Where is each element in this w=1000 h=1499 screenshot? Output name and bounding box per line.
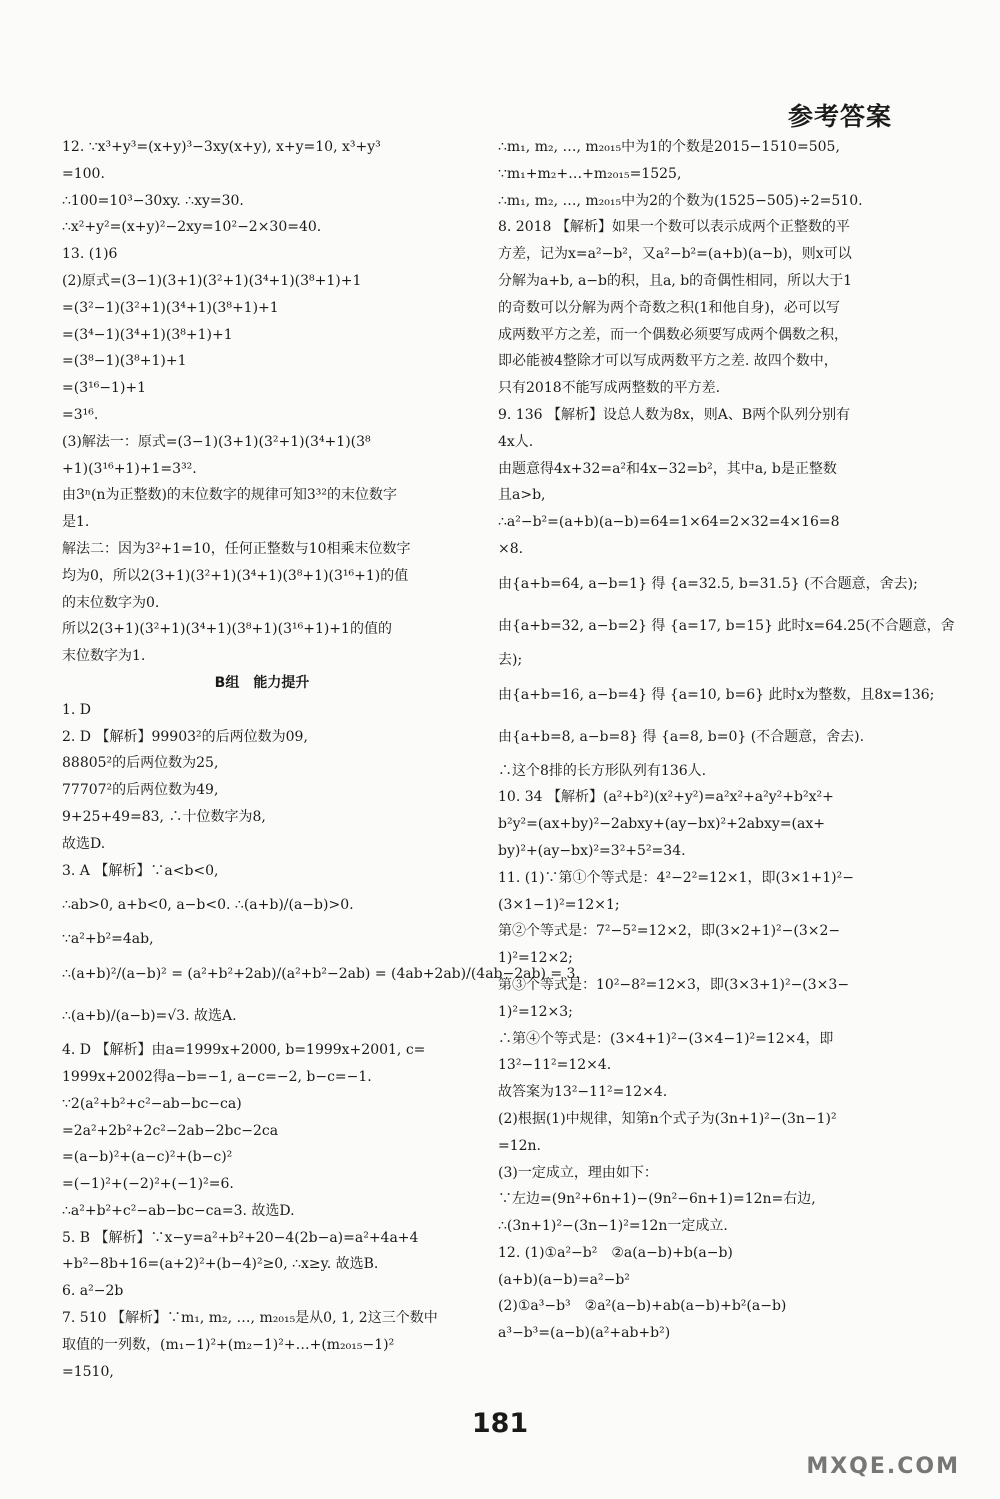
text-line: ∴ab>0, a+b<0, a−b<0. ∴(a+b)/(a−b)>0. (62, 897, 354, 914)
text-line: 12. (1)①a²−b² ②a(a−b)+b(a−b) (498, 1244, 733, 1261)
text-line: 故答案为13²−11²=12×4. (498, 1084, 668, 1101)
text-line: ∵左边=(9n²+6n+1)−(9n²−6n+1)=12n=右边, (498, 1191, 816, 1208)
text-line: 由{a+b=16, a−b=4} 得 {a=10, b=6} 此时x为整数，且8x=136; (498, 686, 935, 703)
text-line: 第②个等式是：7²−5²=12×2，即(3×2+1)²−(3×2− (498, 923, 841, 940)
text-line: 解法二：因为3²+1=10，任何正整数与10相乘末位数字 (62, 540, 411, 557)
text-line: =(3¹⁶−1)+1 (62, 380, 147, 397)
section-title: 参考答案 (787, 102, 892, 131)
text-line: ∴(3n+1)²−(3n−1)²=12n一定成立. (498, 1218, 728, 1235)
text-line: 1)²=12×2; (498, 950, 573, 967)
text-line: +1)(3¹⁶+1)+1=3³². (62, 460, 197, 477)
text-line: +b²−8b+16=(a+2)²+(b−4)²≥0, ∴x≥y. 故选B. (62, 1256, 379, 1273)
text-line: 第③个等式是：10²−8²=12×3，即(3×3+1)²−(3×3− (498, 976, 850, 993)
text-line: =(3⁸−1)(3⁸+1)+1 (62, 353, 187, 370)
text-line: ∴(a+b)/(a−b)=√3. 故选A. (62, 1008, 237, 1025)
text-line: 只有2018不能写成两整数的平方差. (498, 380, 721, 397)
text-line: 去); (498, 651, 523, 668)
text-line: 4. D 【解析】由a=1999x+2000, b=1999x+2001, c= (62, 1042, 426, 1059)
text-line: 12. ∵x³+y³=(x+y)³−3xy(x+y), x+y=10, x³+y³ (62, 139, 381, 155)
text-line: =1510, (62, 1363, 114, 1380)
text-line: 方差，记为x=a²−b²，又a²−b²=(a+b)(a−b)，则x可以 (498, 246, 852, 263)
text-line: ∴第④个等式是：(3×4+1)²−(3×4−1)²=12×4，即 (498, 1030, 834, 1047)
text-line: 由{a+b=32, a−b=2} 得 {a=17, b=15} 此时x=64.25(不合题意，舍 (498, 617, 955, 634)
text-line: 是1. (62, 514, 90, 531)
text-line: =(−1)²+(−2)²+(−1)²=6. (62, 1176, 234, 1193)
text-line: 末位数字为1. (62, 648, 146, 665)
text-line: 1. D (62, 701, 92, 718)
text-line: =(3⁴−1)(3⁴+1)(3⁸+1)+1 (62, 326, 233, 343)
text-line: 故选D. (62, 835, 106, 852)
text-line: 即必能被4整除才可以写成两数平方之差. 故四个数中， (498, 353, 838, 370)
text-line: 9. 136 【解析】设总人数为8x，则A、B两个队列分别有 (498, 406, 851, 423)
text-line: 88805²的后两位数为25, (62, 755, 219, 772)
text-line: =2a²+2b²+2c²−2ab−2bc−2ca (62, 1122, 279, 1139)
text-line: 9+25+49=83, ∴十位数字为8, (62, 808, 266, 825)
text-line: 4x人. (498, 433, 534, 450)
text-line: 均为0，所以2(3+1)(3²+1)(3⁴+1)(3⁸+1)(3¹⁶+1)的值 (62, 567, 409, 584)
text-line: (2)根据(1)中规律，知第n个式子为(3n+1)²−(3n−1)² (498, 1110, 837, 1127)
text-line: 成两数平方之差，而一个偶数必须要写成两个偶数之积， (498, 326, 848, 343)
text-line: B组 能力提升 (214, 674, 310, 691)
text-line: =100. (62, 165, 105, 182)
text-line: 取值的一列数，(m₁−1)²+(m₂−1)²+…+(m₂₀₁₅−1)² (62, 1336, 395, 1353)
text-line: (3×1−1)²=12×1; (498, 896, 620, 913)
text-line: 由{a+b=8, a−b=8} 得 {a=8, b=0} (不合题意，舍去). (498, 728, 865, 745)
text-line: 77707²的后两位数为49, (62, 782, 219, 799)
watermark-logo: MXQE.COM (806, 1454, 960, 1479)
text-line: 13²−11²=12×4. (498, 1057, 612, 1074)
text-line: ∴这个8排的长方形队列有136人. (498, 762, 707, 779)
text-line: 且a>b, (498, 487, 546, 504)
text-line: 1)²=12×3; (498, 1003, 573, 1020)
text-line: a³−b³=(a−b)(a²+ab+b²) (498, 1325, 671, 1342)
text-line: (2)①a³−b³ ②a²(a−b)+ab(a−b)+b²(a−b) (498, 1298, 787, 1315)
text-line: 由题意得4x+32=a²和4x−32=b²，其中a, b是正整数 (498, 460, 837, 477)
text-line: 10. 34 【解析】(a²+b²)(x²+y²)=a²x²+a²y²+b²x²+ (498, 789, 834, 806)
text-line: (a+b)(a−b)=a²−b² (498, 1271, 630, 1288)
text-line: ∴a²−b²=(a+b)(a−b)=64=1×64=2×32=4×16=8 (498, 514, 840, 531)
text-line: (3)一定成立，理由如下： (498, 1164, 658, 1181)
text-line: 6. a²−2b (62, 1283, 124, 1300)
text-line: 分解为a+b, a−b的积，且a, b的奇偶性相同，所以大于1 (498, 272, 853, 289)
text-line: ∵2(a²+b²+c²−ab−bc−ca) (62, 1095, 242, 1112)
text-line: 1999x+2002得a−b=−1, a−c=−2, b−c=−1. (62, 1068, 372, 1085)
text-line: (2)原式=(3−1)(3+1)(3²+1)(3⁴+1)(3⁸+1)+1 (62, 272, 362, 289)
text-line: b²y²=(ax+by)²−2abxy+(ay−bx)²+2abxy=(ax+ (498, 816, 825, 833)
text-line: =(3²−1)(3²+1)(3⁴+1)(3⁸+1)+1 (62, 299, 279, 316)
text-line: 3. A 【解析】∵a<b<0, (62, 862, 219, 879)
text-line: by)²+(ay−bx)²=3²+5²=34. (498, 842, 686, 859)
text-line: 7. 510 【解析】∵m₁, m₂, …, m₂₀₁₅是从0, 1, 2这三个数中 (62, 1310, 438, 1327)
text-line: ∴m₁, m₂, …, m₂₀₁₅中为2的个数为(1525−505)÷2=510. (498, 192, 863, 209)
text-line: ∴m₁, m₂, …, m₂₀₁₅中为1的个数是2015−1510=505, (498, 139, 840, 155)
text-line: 2. D 【解析】99903²的后两位数为09, (62, 728, 308, 745)
text-line: ∵m₁+m₂+…+m₂₀₁₅=1525, (498, 165, 682, 182)
text-line: ∵a²+b²=4ab, (62, 931, 154, 948)
text-line: ×8. (498, 540, 524, 557)
text-line: 由3ⁿ(n为正整数)的末位数字的规律可知3³²的末位数字 (62, 487, 398, 504)
text-line: =12n. (498, 1137, 542, 1154)
text-line: =3¹⁶. (62, 406, 99, 423)
text-line: =(a−b)²+(a−c)²+(b−c)² (62, 1149, 233, 1166)
text-line: 的奇数可以分解为两个奇数之积(1和他自身)，必可以写 (498, 299, 840, 316)
text-line: 由{a+b=64, a−b=1} 得 {a=32.5, b=31.5} (不合题意，舍去); (498, 575, 918, 592)
page-number: 181 (471, 1408, 529, 1439)
text-line: 所以2(3+1)(3²+1)(3⁴+1)(3⁸+1)(3¹⁶+1)+1的值的 (62, 621, 392, 638)
text-line: 13. (1)6 (62, 246, 118, 263)
text-line: 8. 2018 【解析】如果一个数可以表示成两个正整数的平 (498, 219, 850, 236)
text-line: 5. B 【解析】∵x−y=a²+b²+20−4(2b−a)=a²+4a+4 (62, 1229, 419, 1246)
right-column (498, 134, 955, 1347)
text-line: ∴100=10³−30xy. ∴xy=30. (62, 192, 244, 209)
text-line: ∴(a+b)²/(a−b)² = (a²+b²+2ab)/(a²+b²−2ab) = (4ab+2ab)/(4ab−2ab) = 3. (62, 966, 580, 983)
text-line: ∴a²+b²+c²−ab−bc−ca=3. 故选D. (62, 1202, 295, 1219)
text-line: ∴x²+y²=(x+y)²−2xy=10²−2×30=40. (62, 219, 322, 236)
text-line: 11. (1)∵第①个等式是：4²−2²=12×1，即(3×1+1)²− (498, 869, 854, 886)
text-line: (3)解法一：原式=(3−1)(3+1)(3²+1)(3⁴+1)(3⁸ (62, 433, 371, 450)
text-line: 的末位数字为0. (62, 594, 160, 611)
